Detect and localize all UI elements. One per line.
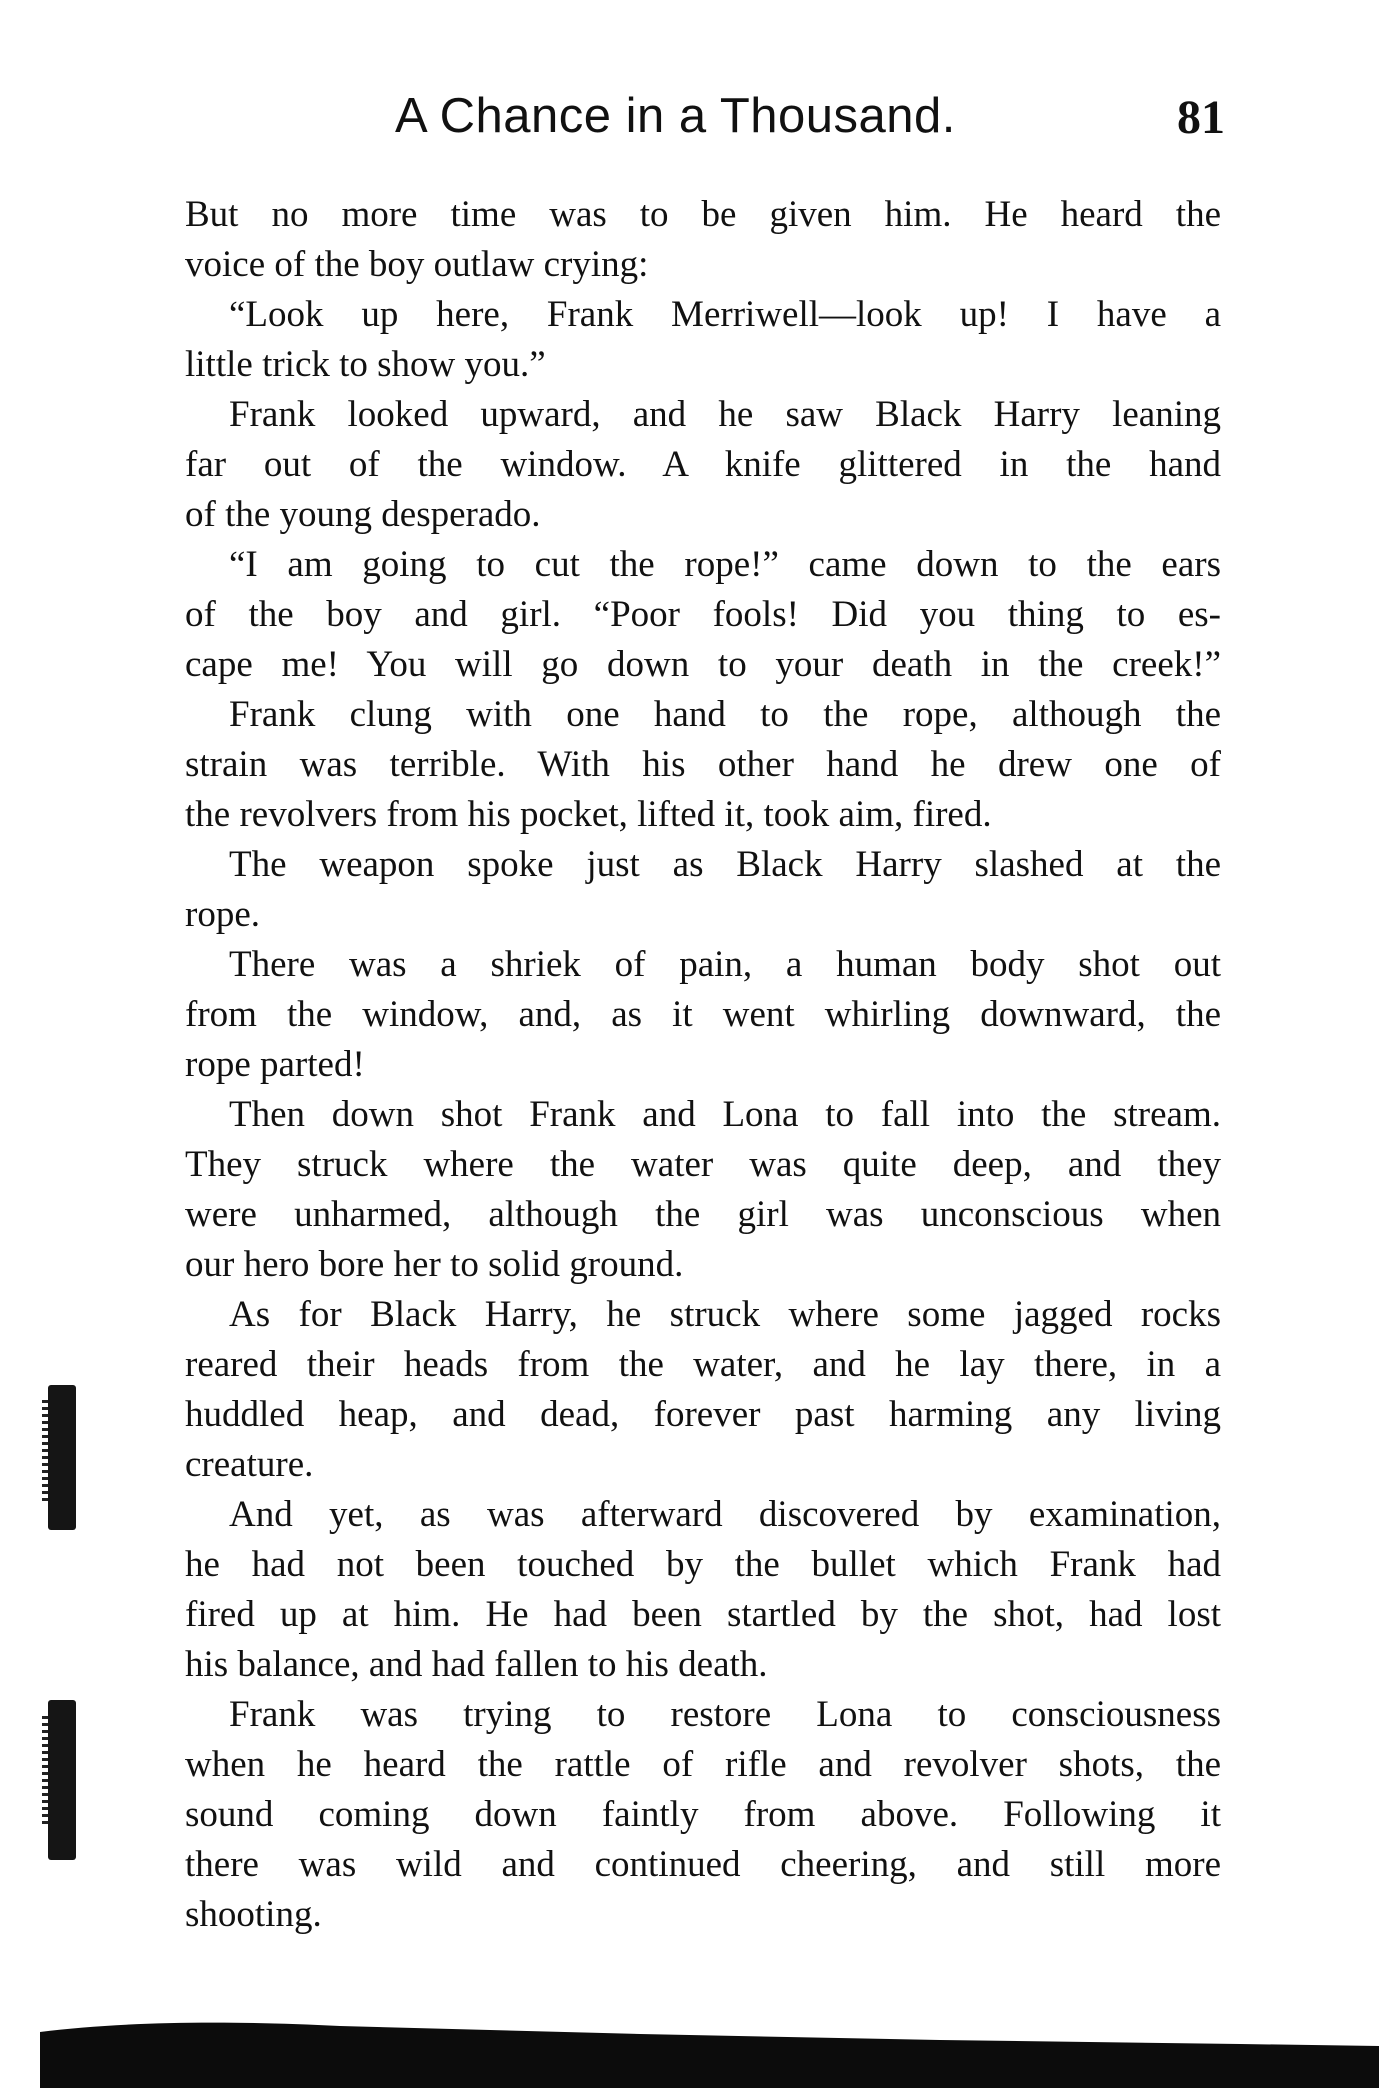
- text-line: rope parted!: [185, 1044, 365, 1085]
- text-line: our hero bore her to solid ground.: [185, 1244, 684, 1285]
- text-line: the revolvers from his pocket, lifted it, took aim, fired.: [185, 794, 992, 835]
- page-number: 81: [1177, 91, 1225, 144]
- text-line: “I am going to cut the rope!” came down to the ears: [229, 544, 1221, 585]
- text-line: They struck where the water was quite deep, and they: [185, 1144, 1221, 1185]
- text-line: shooting.: [185, 1894, 322, 1935]
- text-line: And yet, as was afterward discovered by examination,: [229, 1494, 1221, 1535]
- text-line: Frank clung with one hand to the rope, although the: [229, 694, 1221, 735]
- text-line: “Look up here, Frank Merriwell—look up! I have a: [229, 294, 1221, 335]
- running-title: A Chance in a Thousand.: [395, 89, 956, 143]
- text-line: far out of the window. A knife glittered in the hand: [185, 444, 1221, 485]
- text-line: There was a shriek of pain, a human body shot out: [229, 944, 1221, 985]
- text-line: The weapon spoke just as Black Harry slashed at the: [229, 844, 1221, 885]
- text-line: little trick to show you.”: [185, 344, 546, 385]
- text-line: were unharmed, although the girl was unconscious when: [185, 1194, 1221, 1235]
- text-line: Frank looked upward, and he saw Black Harry leaning: [229, 394, 1221, 435]
- body-text: [185, 190, 1221, 1940]
- text-line: fired up at him. He had been startled by the shot, had lost: [185, 1594, 1221, 1635]
- text-line: of the young desperado.: [185, 494, 541, 535]
- text-line: strain was terrible. With his other hand he drew one of: [185, 744, 1221, 785]
- text-line: rope.: [185, 894, 260, 935]
- page-header: [185, 88, 1225, 158]
- text-line: reared their heads from the water, and he lay there, in a: [185, 1344, 1221, 1385]
- binding-shadow-mark: [48, 1385, 76, 1530]
- text-line: there was wild and continued cheering, and still more: [185, 1844, 1221, 1885]
- text-line: of the boy and girl. “Poor fools! Did you thing to es-: [185, 594, 1221, 635]
- text-line: Then down shot Frank and Lona to fall into the stream.: [229, 1094, 1221, 1135]
- text-line: Frank was trying to restore Lona to consciousness: [229, 1694, 1221, 1735]
- scan-edge-shadow: [40, 2012, 1379, 2088]
- text-line: his balance, and had fallen to his death.: [185, 1644, 768, 1685]
- text-line: from the window, and, as it went whirling downward, the: [185, 994, 1221, 1035]
- binding-shadow-mark: [48, 1700, 76, 1860]
- text-line: creature.: [185, 1444, 314, 1485]
- text-line: voice of the boy outlaw crying:: [185, 244, 649, 285]
- text-line: when he heard the rattle of rifle and revolver shots, the: [185, 1744, 1221, 1785]
- text-line: sound coming down faintly from above. Following it: [185, 1794, 1221, 1835]
- text-line: As for Black Harry, he struck where some jagged rocks: [229, 1294, 1221, 1335]
- text-line: cape me! You will go down to your death in the creek!”: [185, 644, 1221, 685]
- text-line: But no more time was to be given him. He heard the: [185, 194, 1221, 235]
- text-line: he had not been touched by the bullet which Frank had: [185, 1544, 1221, 1585]
- text-line: huddled heap, and dead, forever past harming any living: [185, 1394, 1221, 1435]
